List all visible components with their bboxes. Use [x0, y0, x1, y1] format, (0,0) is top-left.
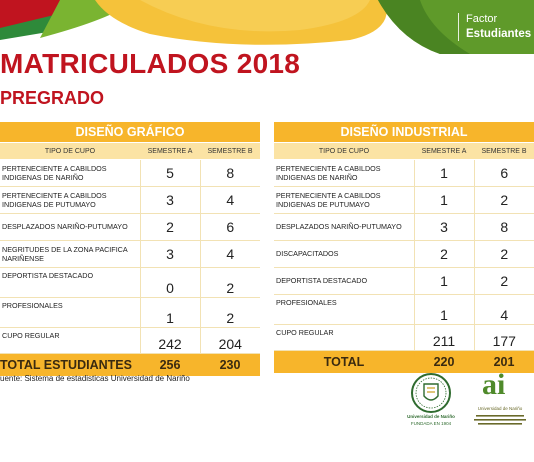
- value-semestre-b: 4: [200, 241, 260, 268]
- ai-fine-print-icon: [470, 413, 530, 427]
- value-semestre-a: 5: [140, 160, 200, 187]
- value-semestre-b: 8: [474, 214, 534, 241]
- row-label: DESPLAZADOS NARIÑO-PUTUMAYO: [0, 214, 140, 241]
- factor-label-text: Factor: [466, 13, 498, 25]
- row-label: NEGRITUDES DE LA ZONA PACIFICA NARIÑENSE: [0, 241, 140, 268]
- value-semestre-a: 0: [140, 268, 200, 298]
- page-subtitle: PREGRADO: [0, 88, 105, 108]
- row-label: DEPORTISTA DESTACADO: [0, 268, 140, 298]
- factor-label: [458, 13, 534, 41]
- value-semestre-b: 177: [474, 325, 534, 351]
- row-label: CUPO REGULAR: [274, 325, 414, 351]
- table-row: [274, 325, 534, 351]
- value-semestre-b: 2: [474, 241, 534, 268]
- table-row: [274, 268, 534, 295]
- row-label: PERTENECIENTE A CABILDOS INDIGENAS DE PUTUMAYO: [274, 187, 414, 214]
- table-row: [274, 187, 534, 214]
- row-label: PERTENECIENTE A CABILDOS INDIGENAS DE PUTUMAYO: [0, 187, 140, 214]
- table-diseno-grafico: [0, 122, 260, 376]
- value-semestre-a: 1: [414, 268, 474, 295]
- row-label: PERTENECIENTE A CABILDOS INDIGENAS DE NARIÑO: [274, 160, 414, 187]
- value-semestre-b: 204: [200, 328, 260, 354]
- value-semestre-a: 1: [414, 160, 474, 187]
- value-semestre-b: 2: [200, 298, 260, 328]
- total-semestre-a: 220: [414, 351, 474, 374]
- row-label: DESPLAZADOS NARIÑO-PUTUMAYO: [274, 214, 414, 241]
- table-row: [274, 295, 534, 325]
- program-title: DISEÑO GRÁFICO: [0, 122, 260, 143]
- value-semestre-a: 242: [140, 328, 200, 354]
- row-label: DISCAPACITADOS: [274, 241, 414, 268]
- column-header: SEMESTRE B: [474, 143, 534, 160]
- row-label: PROFESIONALES: [274, 295, 414, 325]
- column-header: SEMESTRE A: [414, 143, 474, 160]
- value-semestre-b: 6: [200, 214, 260, 241]
- ai-mark: ai: [482, 368, 506, 401]
- source-note: uente: Sistema de estadisticas Universidad de Nariño: [0, 374, 190, 383]
- value-semestre-b: 8: [200, 160, 260, 187]
- value-semestre-a: 3: [414, 214, 474, 241]
- table-row: [0, 187, 260, 214]
- value-semestre-a: 2: [140, 214, 200, 241]
- value-semestre-a: 1: [414, 187, 474, 214]
- value-semestre-a: 3: [140, 241, 200, 268]
- total-label: TOTAL ESTUDIANTES: [0, 354, 140, 377]
- value-semestre-b: 2: [200, 268, 260, 298]
- value-semestre-a: 211: [414, 325, 474, 351]
- table-row: [0, 160, 260, 187]
- value-semestre-a: 2: [414, 241, 474, 268]
- udenar-subcaption: FUNDADA EN 1904: [410, 421, 452, 426]
- program-title: DISEÑO INDUSTRIAL: [274, 122, 534, 143]
- ai-caption: Universidad de Nariño: [477, 406, 523, 411]
- column-header: TIPO DE CUPO: [274, 143, 414, 160]
- table-row: [0, 214, 260, 241]
- total-row: [0, 354, 260, 377]
- header-banner: [0, 0, 534, 54]
- factor-title-text: Estudiantes: [466, 27, 532, 40]
- page-title: MATRICULADOS 2018: [0, 48, 301, 79]
- total-semestre-b: 201: [474, 351, 534, 374]
- column-header: TIPO DE CUPO: [0, 143, 140, 160]
- table-row: [274, 214, 534, 241]
- value-semestre-b: 4: [474, 295, 534, 325]
- table-diseno-industrial: [274, 122, 534, 373]
- udenar-caption: Universidad de Nariño: [407, 414, 455, 419]
- total-semestre-b: 230: [200, 354, 260, 377]
- table-row: [0, 241, 260, 268]
- table-row: [274, 241, 534, 268]
- column-header: SEMESTRE A: [140, 143, 200, 160]
- value-semestre-a: 3: [140, 187, 200, 214]
- value-semestre-b: 2: [474, 187, 534, 214]
- table-row: [274, 160, 534, 187]
- value-semestre-a: 1: [414, 295, 474, 325]
- row-label: DEPORTISTA DESTACADO: [274, 268, 414, 295]
- table-row: [0, 298, 260, 328]
- column-header: SEMESTRE B: [200, 143, 260, 160]
- total-label: TOTAL: [274, 351, 414, 374]
- row-label: PROFESIONALES: [0, 298, 140, 328]
- udenar-logo: [404, 372, 458, 430]
- value-semestre-b: 2: [474, 268, 534, 295]
- table-row: [0, 328, 260, 354]
- table-row: [0, 268, 260, 298]
- ai-logo: [470, 368, 530, 430]
- value-semestre-b: 6: [474, 160, 534, 187]
- row-label: CUPO REGULAR: [0, 328, 140, 354]
- value-semestre-b: 4: [200, 187, 260, 214]
- udenar-seal-icon: [404, 372, 458, 414]
- row-label: PERTENECIENTE A CABILDOS INDIGENAS DE NARIÑO: [0, 160, 140, 187]
- value-semestre-a: 1: [140, 298, 200, 328]
- total-semestre-a: 256: [140, 354, 200, 377]
